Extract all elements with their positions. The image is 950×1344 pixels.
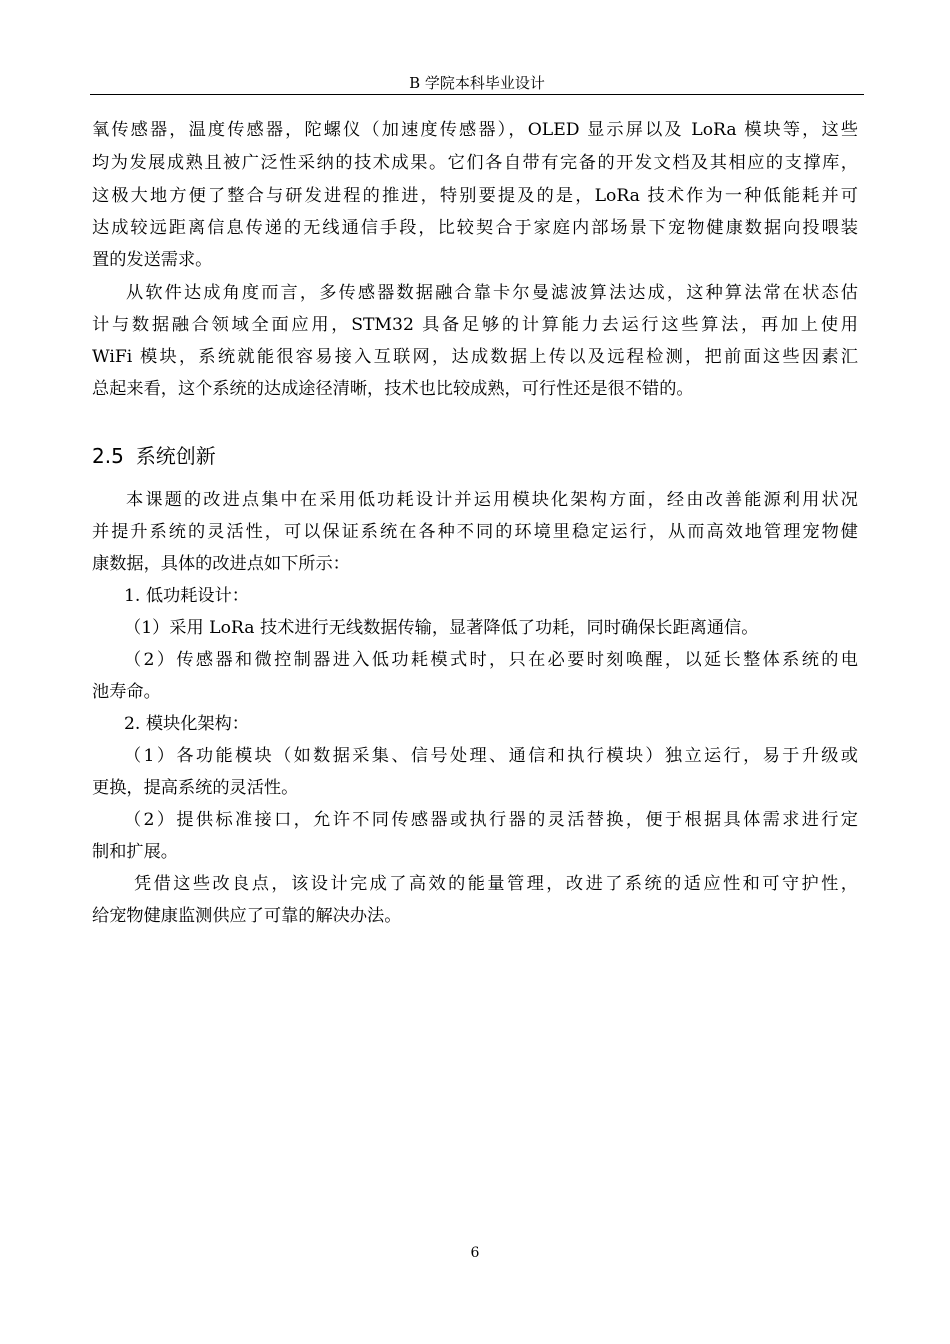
paragraph-line: 从软件达成角度而言，多传感器数据融合靠卡尔曼滤波算法达成，这种算法常在状态估 (126, 283, 858, 303)
paragraph-line: 给宠物健康监测供应了可靠的解决办法。 (92, 906, 402, 926)
list-item: （1）各功能模块（如数据采集、信号处理、通信和执行模块）独立运行，易于升级或 (124, 746, 858, 766)
paragraph-line: 并提升系统的灵活性，可以保证系统在各种不同的环境里稳定运行，从而高效地管理宠物健 (92, 522, 858, 542)
list-item: （1）采用 LoRa 技术进行无线数据传输，显著降低了功耗，同时确保长距离通信。 (124, 618, 759, 638)
paragraph-line: 置的发送需求。 (92, 250, 213, 270)
paragraph-line: 均为发展成熟且被广泛性采纳的技术成果。它们各自带有完备的开发文档及其相应的支撑库， (92, 153, 858, 173)
page-header: B 学院本科毕业设计 (409, 74, 545, 92)
paragraph-line: 总起来看，这个系统的达成途径清晰，技术也比较成熟，可行性还是很不错的。 (92, 379, 694, 399)
list-item: （2）传感器和微控制器进入低功耗模式时，只在必要时刻唤醒，以延长整体系统的电 (124, 650, 858, 670)
list-heading: 2. 模块化架构： (124, 714, 249, 734)
paragraph-line: WiFi 模块，系统就能很容易接入互联网，达成数据上传以及远程检测，把前面这些因素汇 (92, 347, 858, 367)
paragraph-line: 达成较远距离信息传递的无线通信手段，比较契合于家庭内部场景下宠物健康数据向投喂装 (92, 218, 858, 238)
section-heading (92, 442, 216, 470)
paragraph-line: 这极大地方便了整合与研发进程的推进，特别要提及的是，LoRa 技术作为一种低能耗并可 (92, 186, 858, 206)
paragraph-line: 计与数据融合领域全面应用，STM32 具备足够的计算能力去运行这些算法，再加上使用 (92, 315, 858, 335)
list-item-continuation: 池寿命。 (92, 682, 161, 702)
list-item-continuation: 制和扩展。 (92, 842, 178, 862)
paragraph-line: 本课题的改进点集中在采用低功耗设计并运用模块化架构方面，经由改善能源利用状况 (126, 490, 858, 510)
list-item: （2）提供标准接口，允许不同传感器或执行器的灵活替换，便于根据具体需求进行定 (124, 810, 858, 830)
list-heading: 1. 低功耗设计： (124, 586, 249, 606)
header-divider (90, 94, 864, 95)
paragraph-line: 氧传感器，温度传感器，陀螺仪（加速度传感器），OLED 显示屏以及 LoRa 模块等，这些 (92, 120, 858, 140)
section-number: 2.5 (92, 444, 124, 468)
section-title: 系统创新 (135, 444, 216, 468)
page-number: 6 (470, 1245, 480, 1261)
paragraph-line: 康数据，具体的改进点如下所示： (92, 554, 350, 574)
list-item-continuation: 更换，提高系统的灵活性。 (92, 778, 299, 798)
paragraph-line: 凭借这些改良点，该设计完成了高效的能量管理，改进了系统的适应性和可守护性， (134, 874, 858, 894)
